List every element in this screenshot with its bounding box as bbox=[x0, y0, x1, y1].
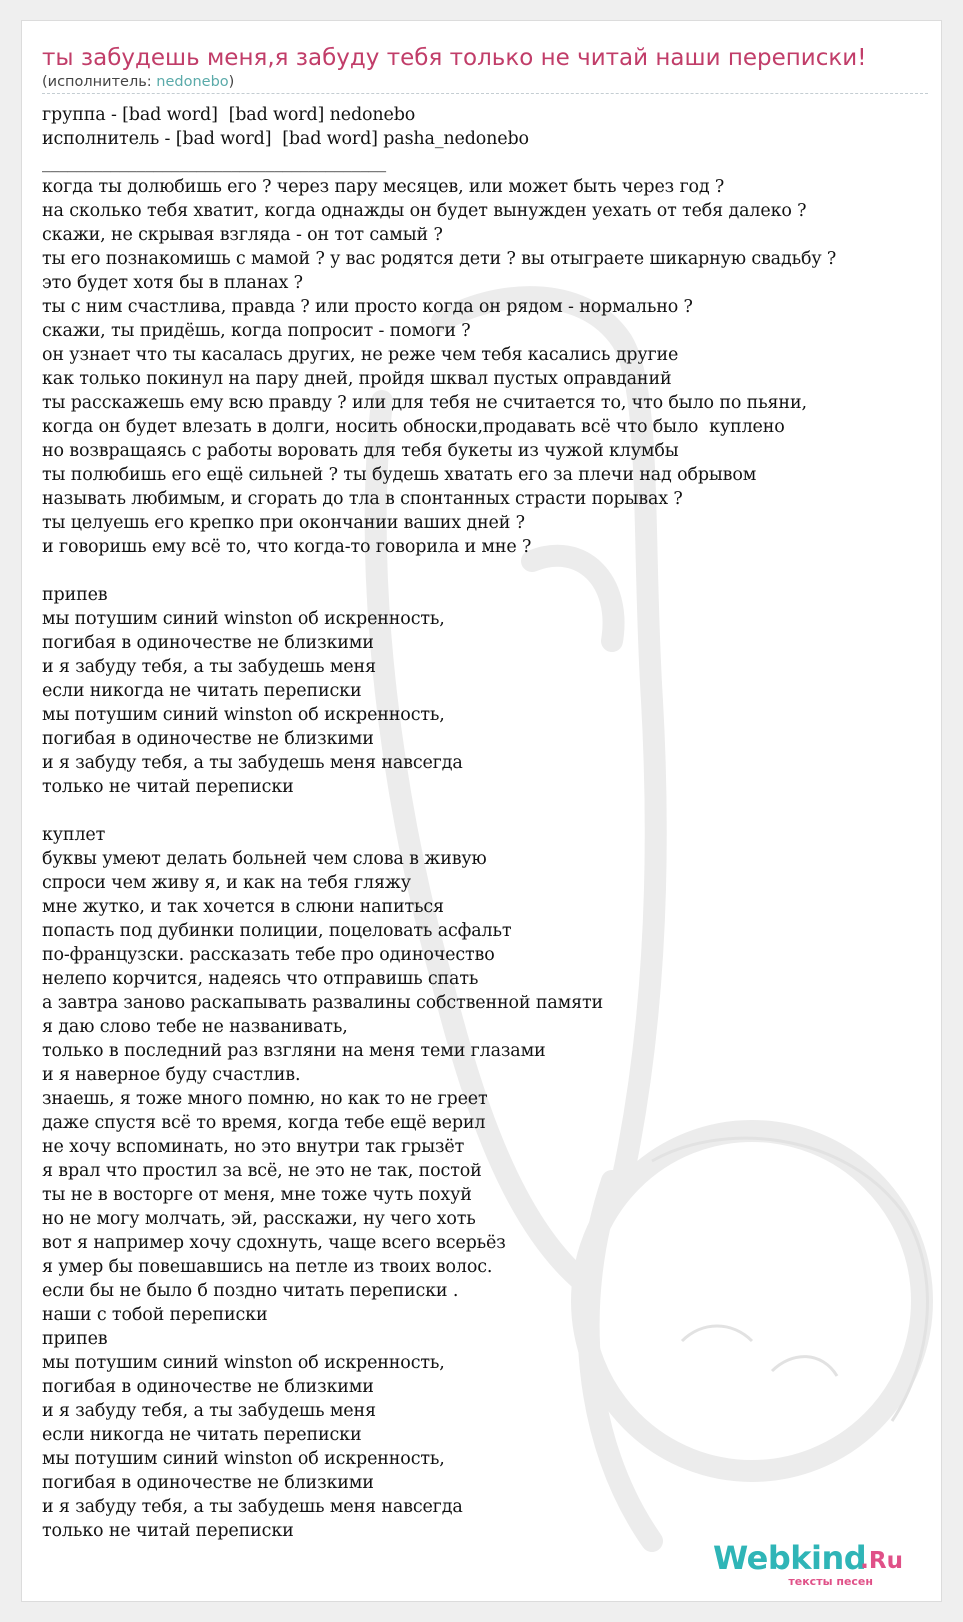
logo-brand: Webkind bbox=[713, 1539, 867, 1577]
lyric-line: и говоришь ему всё то, что когда-то говорила и мне ? bbox=[42, 537, 532, 557]
lyric-line: погибая в одиночестве не близкими bbox=[42, 633, 374, 653]
logo-tagline: тексты песен bbox=[788, 1575, 873, 1588]
webkind-logo[interactable] bbox=[713, 1539, 903, 1587]
lyric-line: погибая в одиночестве не близкими bbox=[42, 729, 374, 749]
lyric-line: это будет хотя бы в планах ? bbox=[42, 273, 303, 293]
artist-suffix: ) bbox=[228, 74, 235, 90]
lyric-line: скажи, ты придёшь, когда попросит - помоги ? bbox=[42, 321, 471, 341]
lyric-line: ты целуешь его крепко при окончании ваших дней ? bbox=[42, 513, 525, 533]
lyric-line: мы потушим синий winston об искренность, bbox=[42, 609, 445, 629]
lyric-line: но не могу молчать, эй, расскажи, ну чего хоть bbox=[42, 1209, 476, 1229]
lyric-line: куплет bbox=[42, 825, 106, 845]
lyric-line: даже спустя всё то время, когда тебе ещё верил bbox=[42, 1113, 486, 1133]
lyric-line: ты его познакомишь с мамой ? у вас родятся дети ? вы отыграете шикарную свадьбу ? bbox=[42, 249, 837, 269]
lyric-line: если бы не было б поздно читать переписки . bbox=[42, 1281, 459, 1301]
lyric-line bbox=[42, 559, 931, 583]
lyric-line: наши с тобой переписки bbox=[42, 1305, 268, 1325]
lyric-line: буквы умеют делать больней чем слова в живую bbox=[42, 849, 487, 869]
lyric-line: и я забуду тебя, а ты забудешь меня навсегда bbox=[42, 753, 463, 773]
lyric-line: он узнает что ты касалась других, не реже чем тебя касались другие bbox=[42, 345, 679, 365]
lyric-line: только не читай переписки bbox=[42, 1521, 294, 1541]
lyric-line: мы потушим синий winston об искренность, bbox=[42, 1449, 445, 1469]
lyrics-text bbox=[42, 103, 931, 1543]
artist-prefix: (исполнитель: bbox=[42, 74, 157, 90]
artist-line bbox=[42, 73, 928, 94]
lyric-line: ты с ним счастлива, правда ? или просто когда он рядом - нормально ? bbox=[42, 297, 693, 317]
lyric-line: и я наверное буду счастлив. bbox=[42, 1065, 301, 1085]
lyric-line: если никогда не читать переписки bbox=[42, 1425, 362, 1445]
lyric-line: а завтра заново раскапывать развалины собственной памяти bbox=[42, 993, 604, 1013]
lyric-line: припев bbox=[42, 585, 108, 605]
lyric-line: нелепо корчится, надеясь что отправишь спать bbox=[42, 969, 479, 989]
lyric-line: я даю слово тебе не названивать, bbox=[42, 1017, 348, 1037]
song-title: ты забудешь меня,я забуду тебя только не читай наши переписки! bbox=[42, 45, 867, 71]
lyric-line: я врал что простил за всё, не это не так, постой bbox=[42, 1161, 482, 1181]
logo-tld: .Ru bbox=[860, 1548, 903, 1574]
lyric-line: называть любимым, и сгорать до тла в спонтанных страсти порывах ? bbox=[42, 489, 683, 509]
lyric-line: только в последний раз взгляни на меня теми глазами bbox=[42, 1041, 546, 1061]
lyric-line: я умер бы повешавшись на петле из твоих волос. bbox=[42, 1257, 493, 1277]
lyric-line: ты полюбишь его ещё сильней ? ты будешь хватать его за плечи над обрывом bbox=[42, 465, 757, 485]
lyric-line: знаешь, я тоже много помню, но как то не греет bbox=[42, 1089, 488, 1109]
lyric-line: попасть под дубинки полиции, поцеловать асфальт bbox=[42, 921, 512, 941]
lyric-line: когда он будет влезать в долги, носить обноски,продавать всё что было куплено bbox=[42, 417, 785, 437]
lyric-line: по-французски. рассказать тебе про одиночество bbox=[42, 945, 495, 965]
lyric-line: и я забуду тебя, а ты забудешь меня навсегда bbox=[42, 1497, 463, 1517]
lyric-line: группа - [bad word] [bad word] nedonebo bbox=[42, 105, 416, 125]
lyric-line: только не читай переписки bbox=[42, 777, 294, 797]
lyric-line: как только покинул на пару дней, пройдя шквал пустых оправданий bbox=[42, 369, 672, 389]
lyric-line: мы потушим синий winston об искренность, bbox=[42, 1353, 445, 1373]
lyric-line: погибая в одиночестве не близкими bbox=[42, 1377, 374, 1397]
lyric-line bbox=[42, 799, 931, 823]
lyric-line: скажи, не скрывая взгляда - он тот самый ? bbox=[42, 225, 443, 245]
artist-link[interactable]: nedonebo bbox=[156, 74, 229, 90]
lyric-line: на сколько тебя хватит, когда однажды он будет вынужден уехать от тебя далеко ? bbox=[42, 201, 807, 221]
lyric-line: и я забуду тебя, а ты забудешь меня bbox=[42, 1401, 376, 1421]
lyric-line: спроси чем живу я, и как на тебя гляжу bbox=[42, 873, 411, 893]
lyric-line: мне жутко, и так хочется в слюни напиться bbox=[42, 897, 444, 917]
lyric-line: припев bbox=[42, 1329, 108, 1349]
lyric-line: не хочу вспоминать, но это внутри так грызёт bbox=[42, 1137, 465, 1157]
lyric-line: вот я например хочу сдохнуть, чаще всего всерьёз bbox=[42, 1233, 506, 1253]
lyric-line: когда ты долюбишь его ? через пару месяцев, или может быть через год ? bbox=[42, 177, 725, 197]
lyric-line: если никогда не читать переписки bbox=[42, 681, 362, 701]
lyric-line: и я забуду тебя, а ты забудешь меня bbox=[42, 657, 376, 677]
lyric-line: ________________________________________ bbox=[42, 153, 387, 173]
lyric-line: погибая в одиночестве не близкими bbox=[42, 1473, 374, 1493]
lyric-line: но возвращаясь с работы воровать для тебя букеты из чужой клумбы bbox=[42, 441, 679, 461]
lyric-line: исполнитель - [bad word] [bad word] pasha_nedonebo bbox=[42, 129, 529, 149]
lyric-line: мы потушим синий winston об искренность, bbox=[42, 705, 445, 725]
lyrics-card bbox=[21, 20, 942, 1602]
lyric-line: ты не в восторге от меня, мне тоже чуть похуй bbox=[42, 1185, 472, 1205]
lyric-line: ты расскажешь ему всю правду ? или для тебя не считается то, что было по пьяни, bbox=[42, 393, 807, 413]
